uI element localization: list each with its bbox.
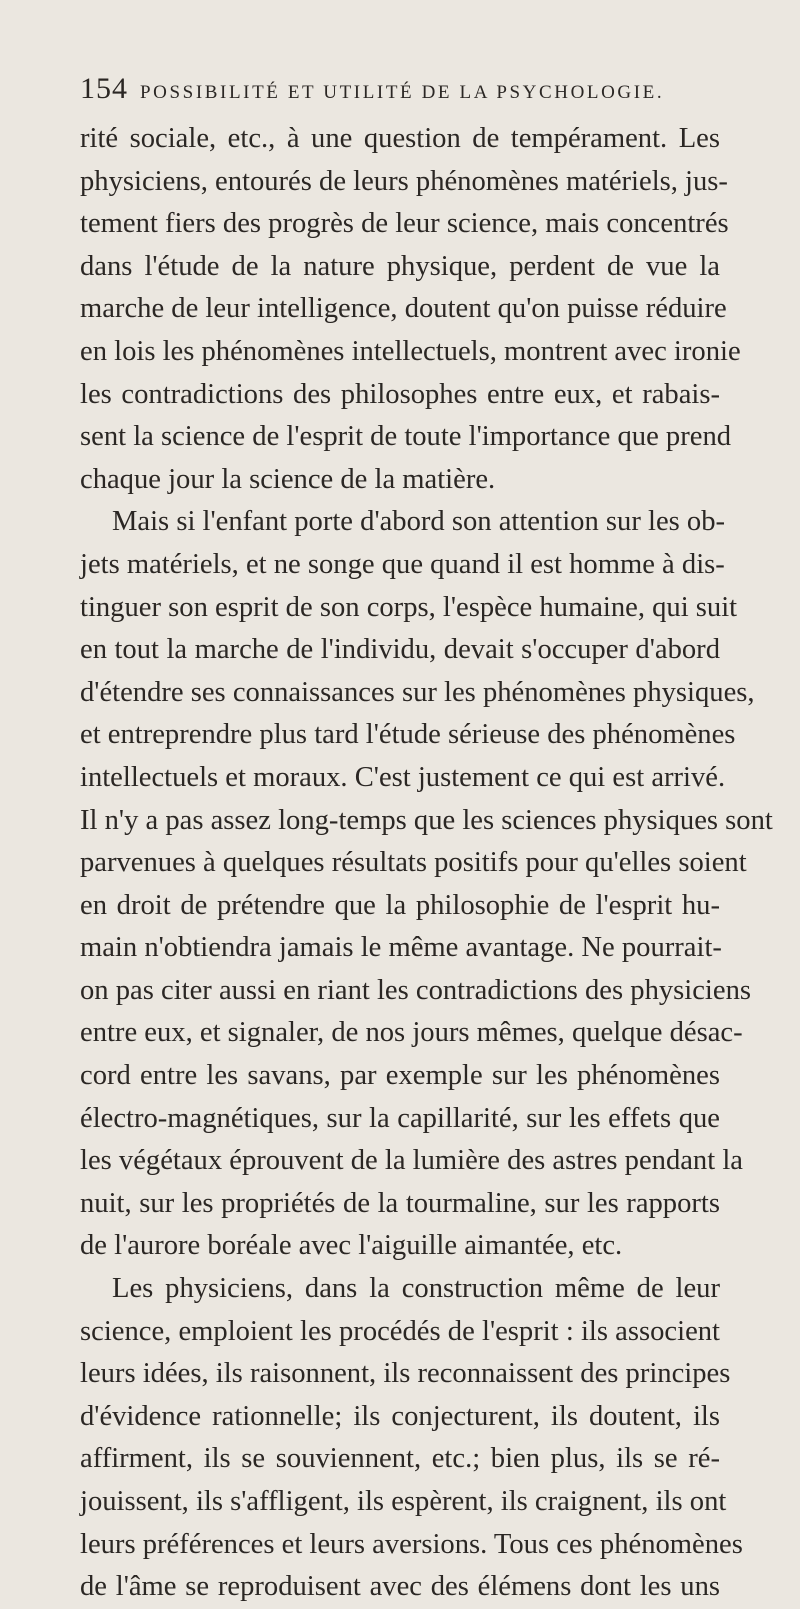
text-line: main n'obtiendra jamais le même avantage. Ne pourrait- [80,932,722,964]
text-line: physiciens, entourés de leurs phénomènes matériels, jus- [80,165,728,197]
text-line: Les physiciens, dans la construction même de leur [112,1273,720,1305]
text-line: nuit, sur les propriétés de la tourmaline, sur les rapports [80,1187,720,1219]
text-line: Il n'y a pas assez long-temps que les sciences physiques sont [80,804,773,836]
text-line: et entreprendre plus tard l'étude sérieuse des phénomènes [80,719,736,751]
text-line: on pas citer aussi en riant les contradictions des physiciens [80,974,751,1006]
text-line: de l'âme se reproduisent avec des élémens dont les uns [80,1571,720,1603]
text-line: de l'aurore boréale avec l'aiguille aimantée, etc. [80,1230,623,1262]
text-line: dans l'étude de la nature physique, perdent de vue la [80,250,720,282]
text-line: tement fiers des progrès de leur science, mais concentrés [80,208,729,240]
text-line: entre eux, et signaler, de nos jours mêmes, quelque désac- [80,1017,743,1049]
body-text [80,118,773,1609]
text-line: marche de leur intelligence, doutent qu'on puisse réduire [80,293,727,325]
text-line: affirment, ils se souviennent, etc.; bien plus, ils se ré- [80,1443,720,1475]
text-line: Mais si l'enfant porte d'abord son attention sur les ob- [112,506,726,538]
text-line: chaque jour la science de la matière. [80,463,496,495]
text-line: tinguer son esprit de son corps, l'espèce humaine, qui suit [80,591,738,623]
text-line: intellectuels et moraux. C'est justement ce qui est arrivé. [80,761,726,793]
text-line: science, emploient les procédés de l'esprit : ils associent [80,1315,720,1347]
running-head-title: POSSIBILITÉ ET UTILITÉ DE LA PSYCHOLOGIE. [140,82,665,103]
text-line: sent la science de l'esprit de toute l'importance que prend [80,421,732,453]
text-line: jouissent, ils s'affligent, ils espèrent, ils craignent, ils ont [80,1486,727,1517]
text-line: les végétaux éprouvent de la lumière des astres pendant la [80,1145,743,1177]
running-head [80,72,720,118]
text-line: en tout la marche de l'individu, devait s'occuper d'abord [80,634,720,666]
text-line: jets matériels, et ne songe que quand il est homme à dis- [80,548,725,580]
text-line: électro-magnétiques, sur la capillarité, sur les effets que [80,1102,720,1134]
text-line: d'évidence rationnelle; ils conjecturent, ils doutent, ils [80,1400,720,1432]
text-line: rité sociale, etc., à une question de tempérament. Les [80,123,720,154]
text-line: les contradictions des philosophes entre eux, et rabais- [80,378,720,410]
text-line: leurs préférences et leurs aversions. Tous ces phénomènes [80,1528,743,1560]
text-line: en lois les phénomènes intellectuels, montrent avec ironie [80,335,741,367]
text-line: cord entre les savans, par exemple sur les phénomènes [80,1060,720,1092]
text-line: en droit de prétendre que la philosophie de l'esprit hu- [80,889,720,921]
text-line: d'étendre ses connaissances sur les phénomènes physiques, [80,676,755,708]
text-line: leurs idées, ils raisonnent, ils reconnaissent des principes [80,1358,731,1390]
text-line: parvenues à quelques résultats positifs pour qu'elles soient [80,847,747,879]
page-number: 154 [80,72,128,105]
